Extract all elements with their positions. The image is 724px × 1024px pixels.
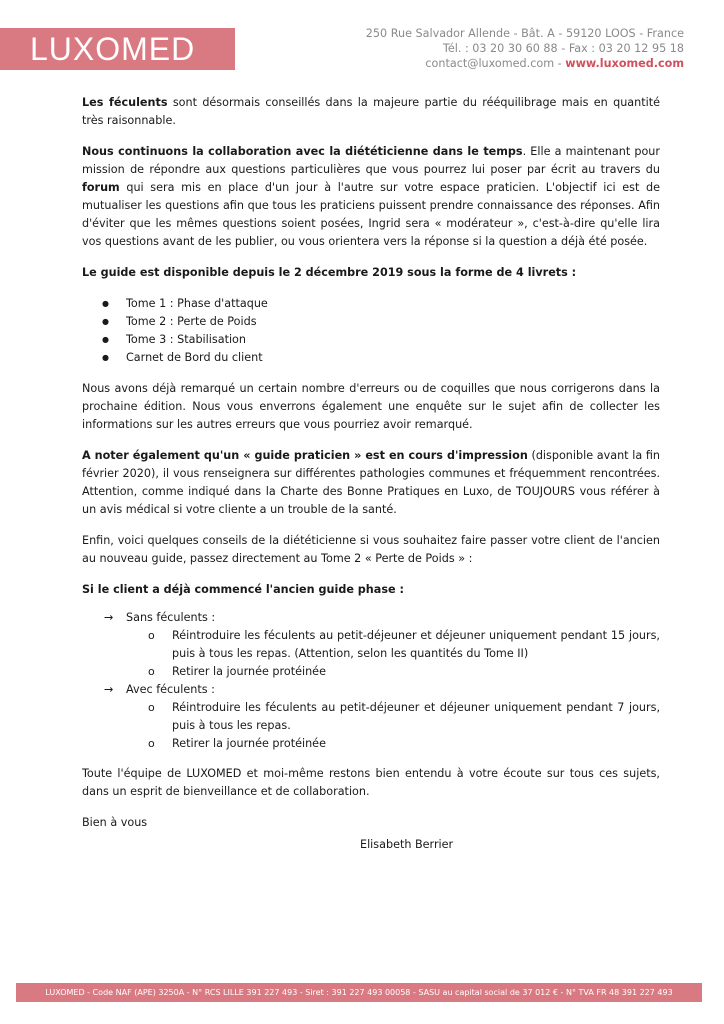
paragraph-conseils: Enfin, voici quelques conseils de la diététicienne si vous souhaitez faire passer votre client de l'ancien au nouveau guide, passez directement au Tome 2 « Perte de Poids » : [82,534,660,565]
phone-fax-line: Tél. : 03 20 30 60 88 - Fax : 03 20 12 95 18 [442,42,684,55]
text: sont désormais conseillés dans la majeure partie du rééquilibrage mais en quantité très raisonnable. [82,96,660,127]
text: qui sera mis en place d'un jour à l'autre sur votre espace praticien. L'objectif ici est de mutualiser les questions afin que tous les praticiens puissent prendre connaissance des réponses. Afin d'éviter que les mêmes questions soient posées, Ingrid sera « modérateur », c'est-à-dire qu'elle lira vos questions avant de les publier, ou vous orientera vers la réponse si la question a déjà été posée. [82,181,660,248]
sub-list-item [82,735,660,753]
circle-bullet-icon: o [148,701,155,714]
sub-list-item [82,663,660,681]
paragraph-guide-available [82,264,660,282]
separator: - [554,57,566,70]
forum-word: forum [82,181,120,194]
paragraph-team: Toute l'équipe de LUXOMED et moi-même restons bien entendu à votre écoute sur tous ces sujets, dans un esprit de bienveillance et de collaboration. [82,767,660,798]
circle-bullet-icon: o [148,737,155,750]
circle-bullet-icon: o [148,629,155,642]
paragraph-collaboration [82,143,660,251]
sub-list [82,627,660,681]
option-sans-feculents [82,609,660,627]
arrow-right-icon: → [104,683,114,696]
list-item: ● Tome 3 : Stabilisation [82,331,660,349]
list-item: ● Tome 2 : Perte de Poids [82,313,660,331]
list-item: ● Tome 1 : Phase d'attaque [82,295,660,313]
text: Retirer la journée protéinée [172,737,326,750]
text: (disponible avant la fin février 2020), il vous renseignera sur différentes pathologies communes et fréquemment rencontrées. Attention, comme indiqué dans la Charte des Bonne Pratiques en Luxo, de TOUJOURS vous référer à un avis médical si votre cliente a un trouble de la santé. [82,449,660,516]
circle-bullet-icon: o [148,665,155,678]
sub-list-item [82,699,660,735]
option-avec-feculents [82,681,660,699]
sub-list [82,699,660,753]
closing: Bien à vous [82,816,148,829]
text: Retirer la journée protéinée [172,665,326,678]
paragraph-client-started [82,581,660,599]
email-link[interactable]: contact@luxomed.com [425,57,555,70]
address-line: 250 Rue Salvador Allende - Bât. A - 59120 LOOS - France [365,27,684,40]
contact-line [366,56,684,71]
options-list [82,609,660,753]
text: Réintroduire les féculents au petit-déjeuner et déjeuner uniquement pendant 15 jours, puis à tous les repas. (Attention, selon les quantités du Tome II) [172,629,660,660]
option-label: Avec féculents : [126,683,215,696]
bold-text: Le guide est disponible depuis le 2 décembre 2019 sous la forme de 4 livrets : [82,266,577,279]
sub-list-item [82,627,660,663]
paragraph-guide-praticien [82,447,660,519]
paragraph-feculents [82,94,660,130]
letter-body [82,94,660,845]
arrow-right-icon: → [104,611,114,624]
tome-list [82,295,660,367]
website-link[interactable]: www.luxomed.com [565,57,684,70]
company-logo: LUXOMED [0,28,235,70]
bold-text: A noter également qu'un « guide praticien » est en cours d'impression [82,449,528,462]
paragraph-errors: Nous avons déjà remarqué un certain nombre d'erreurs ou de coquilles que nous corrigerons dans la prochaine édition. Nous vous enverrons également une enquête sur le sujet afin de collecter les informations sur les autres erreurs que vous pourriez avoir remarqué. [82,382,660,431]
text: Réintroduire les féculents au petit-déjeuner et déjeuner uniquement pendant 7 jours, puis à tous les repas. [172,701,660,732]
option-label: Sans féculents : [126,611,216,624]
signature-name: Elisabeth Berrier [360,838,454,851]
bold-text: Si le client a déjà commencé l'ancien guide phase : [82,583,404,596]
bold-text: Les féculents [82,96,168,109]
bold-text: Nous continuons la collaboration avec la diététicienne dans le temps [82,145,523,158]
legal-footer: LUXOMED - Code NAF (APE) 3250A - N° RCS LILLE 391 227 493 - Siret : 391 227 493 00058 - SASU au capital social de 37 012 € - N° TVA FR 48 391 227 493 [16,983,702,1002]
company-address [366,26,684,71]
text: . Elle a maintenant pour mission de répondre aux questions particulières que vous pourrez lui poser par écrit au travers du [82,145,660,176]
list-item: ● Carnet de Bord du client [82,349,660,367]
